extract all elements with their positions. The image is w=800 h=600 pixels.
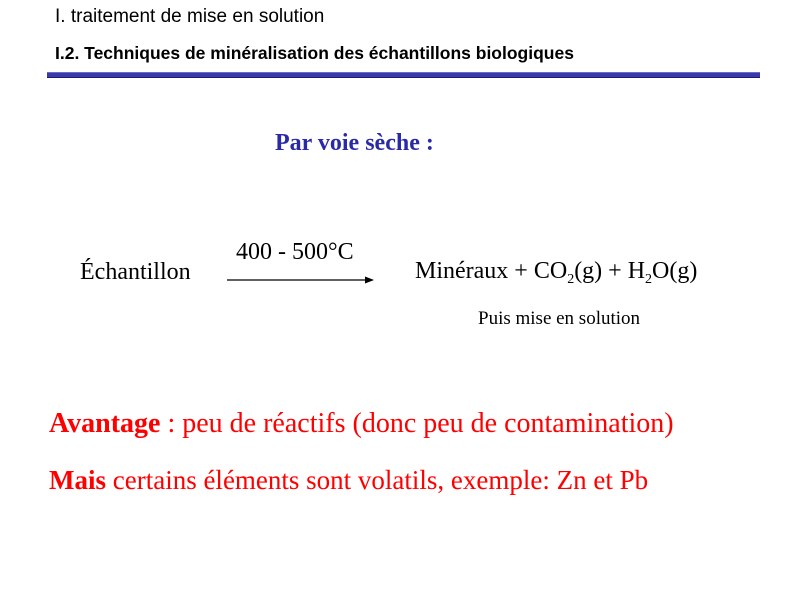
reaction-note: Puis mise en solution [478,308,641,329]
h2o-subscript: 2 [645,272,653,287]
caveat-statement [49,465,648,496]
reaction-products [415,258,697,285]
caveat-label: Mais [49,465,106,495]
products-text: (g) + H [574,258,646,284]
reaction-reactant: Échantillon [80,259,191,285]
co2-subscript: 2 [567,272,575,287]
products-text: O(g) [652,258,698,284]
reaction-condition: 400 - 500°C [236,239,354,265]
section-heading: Par voie sèche : [275,130,434,156]
advantage-text: : peu de réactifs (donc peu de contamination) [160,408,674,439]
caveat-text: certains éléments sont volatils, exemple: Zn et Pb [106,465,649,495]
advantage-statement [49,408,674,440]
slide-title: I. traitement de mise en solution [55,6,325,27]
header-divider [47,72,760,78]
products-text: Minéraux + CO [415,258,568,284]
advantage-label: Avantage [49,408,161,439]
reaction-arrow-icon [226,273,376,287]
slide-subtitle: I.2. Techniques de minéralisation des échantillons biologiques [55,43,574,63]
